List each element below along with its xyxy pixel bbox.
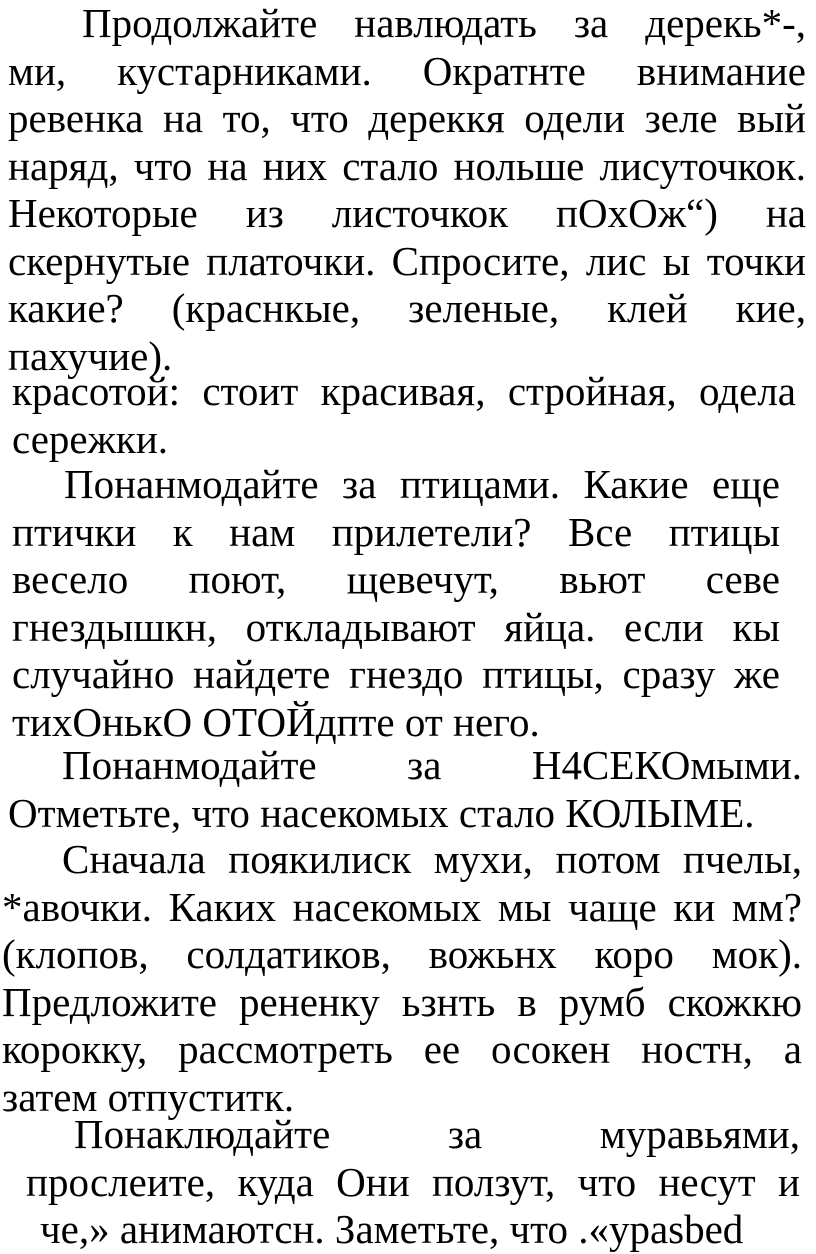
paragraph-5 xyxy=(2,836,802,1121)
text-line: корокку, рассмотреть ее осокен ностн, а xyxy=(2,1026,802,1072)
paragraph-2 xyxy=(12,368,796,463)
text-line: *авочки. Каких насекомых мы чаще ки мм? xyxy=(2,883,802,930)
text-line: какие? (краснкые, зеленые, клей кие, xyxy=(8,285,806,331)
text-line: ревенка на то, что дереккя одели зеле вый xyxy=(8,95,806,141)
paragraph-3 xyxy=(12,461,780,746)
text-line: Предложите рененку ьзнть в румб скожкю xyxy=(2,978,802,1025)
text-line: Некоторые из листочкок пОхОж“) на xyxy=(8,190,806,236)
text-line: пахучие). xyxy=(8,332,173,379)
text-line: Сначала поякилиск мухи, потом пчелы, xyxy=(62,836,802,882)
text-line: Понанмодайте за Н4СЕКОмыми. xyxy=(62,742,802,788)
text-line: наряд, что на них стало нольше лисуточкок. xyxy=(8,142,806,189)
paragraph-4 xyxy=(8,742,802,837)
text-line: случайно найдете гнездо птицы, сразу же xyxy=(12,651,780,697)
text-line: прослеите, куда Они ползут, что несут и xyxy=(26,1158,800,1205)
text-line: затем отпуститк. xyxy=(2,1073,295,1120)
text-line: Понаклюдайте за муравьями, xyxy=(74,1111,800,1157)
text-line: Отметьте, что насекомых стало КОЛЫМЕ. xyxy=(8,789,755,836)
text-line: гнездышкн, откладывают яйца. если кы xyxy=(12,603,780,650)
paragraph-1 xyxy=(8,0,806,380)
text-line: (клопов, солдатиков, вожьнх коро мок). xyxy=(2,931,802,977)
text-line: тихОнькО ОТОЙдпте от него. xyxy=(12,698,540,745)
paragraph-6 xyxy=(26,1111,800,1254)
text-line: красотой: стоит красивая, стройная, одела xyxy=(12,368,796,414)
text-line: скернутые платочки. Спросите, лис ы точки xyxy=(8,237,806,284)
text-line: весело поют, щевечут, вьют севе xyxy=(12,556,780,602)
text-line: сережки. xyxy=(12,415,169,462)
text-line: Понанмодайте за птицами. Какие еще xyxy=(64,461,780,507)
text-line: Продолжайте навлюдать за дерекь*-, xyxy=(82,0,806,46)
text-line: ми, кустарниками. Ократнте внимание xyxy=(8,47,806,94)
text-line: птички к нам прилетели? Все птицы xyxy=(12,508,780,555)
text-line: че,» анимаютсн. Заметьте, что .«yрasbed xyxy=(40,1206,744,1252)
